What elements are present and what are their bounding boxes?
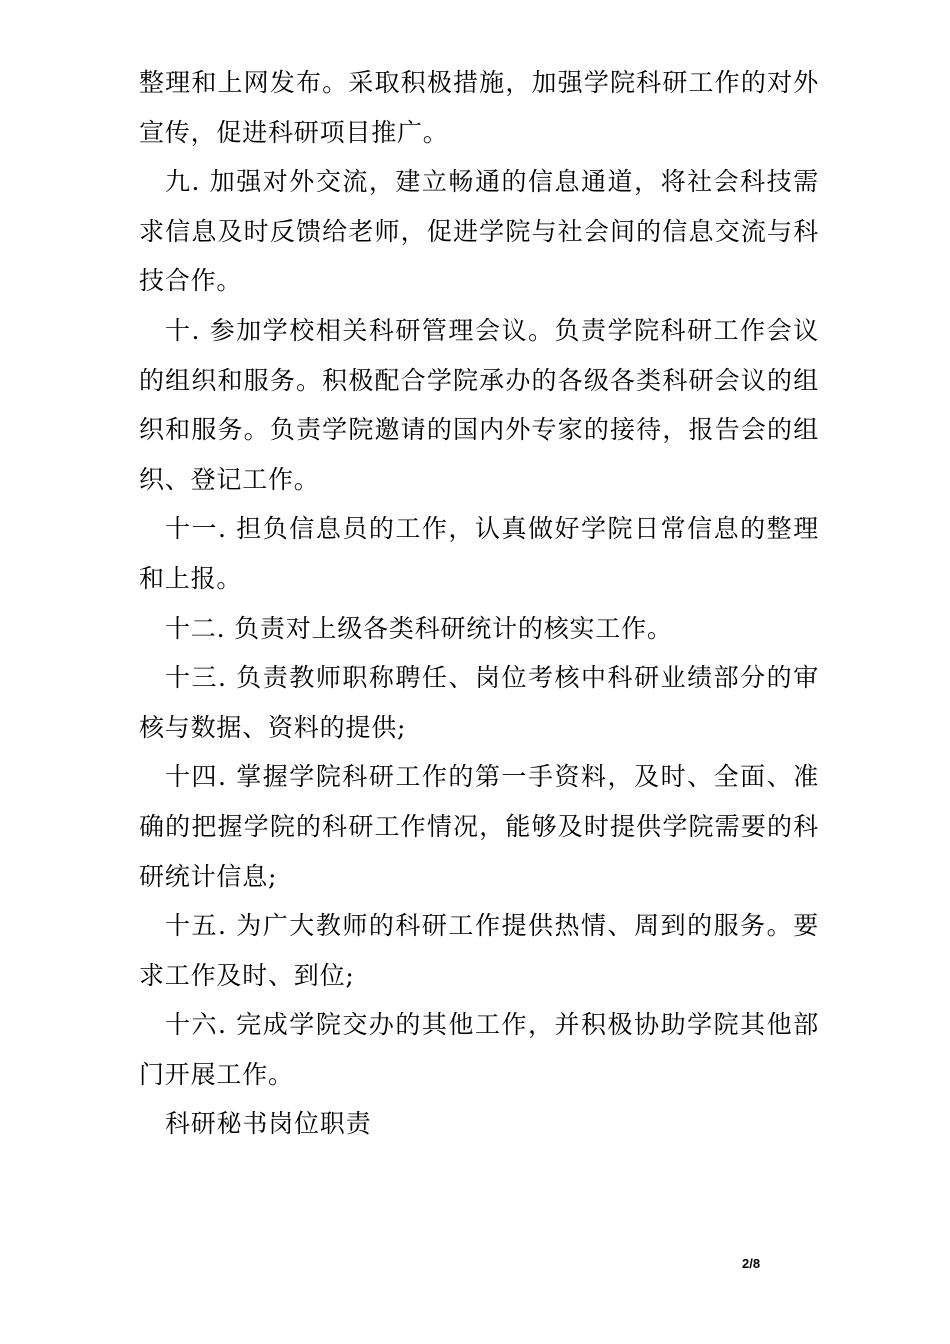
paragraph-item-9: 九. 加强对外交流，建立畅通的信息通道，将社会科技需求信息及时反馈给老师，促进学院与社会间的信息交流与科技合作。	[139, 167, 819, 296]
paragraph-item-12: 十二. 负责对上级各类科研统计的核实工作。	[165, 613, 673, 643]
section-heading: 科研秘书岗位职责	[165, 1109, 372, 1139]
paragraph-item-11: 十一. 担负信息员的工作，认真做好学院日常信息的整理和上报。	[139, 514, 819, 593]
document-body	[139, 58, 819, 1149]
page-number: 2/8	[742, 1256, 761, 1271]
paragraph-item-16: 十六. 完成学院交办的其他工作，并积极协助学院其他部门开展工作。	[139, 1010, 819, 1089]
paragraph-item-10: 十. 参加学校相关科研管理会议。负责学院科研工作会议的组织和服务。积极配合学院承办的各级各类科研会议的组织和服务。负责学院邀请的国内外专家的接待，报告会的组织、登记工作。	[139, 315, 819, 494]
paragraph-continuation: 整理和上网发布。采取积极措施，加强学院科研工作的对外宣传，促进科研项目推广。	[139, 68, 819, 147]
paragraph-item-13: 十三. 负责教师职称聘任、岗位考核中科研业绩部分的审核与数据、资料的提供;	[139, 663, 819, 742]
paragraph-item-15: 十五. 为广大教师的科研工作提供热情、周到的服务。要求工作及时、到位;	[139, 911, 819, 990]
paragraph-item-14: 十四. 掌握学院科研工作的第一手资料，及时、全面、准确的把握学院的科研工作情况，能够及时提供学院需要的科研统计信息;	[139, 762, 819, 891]
